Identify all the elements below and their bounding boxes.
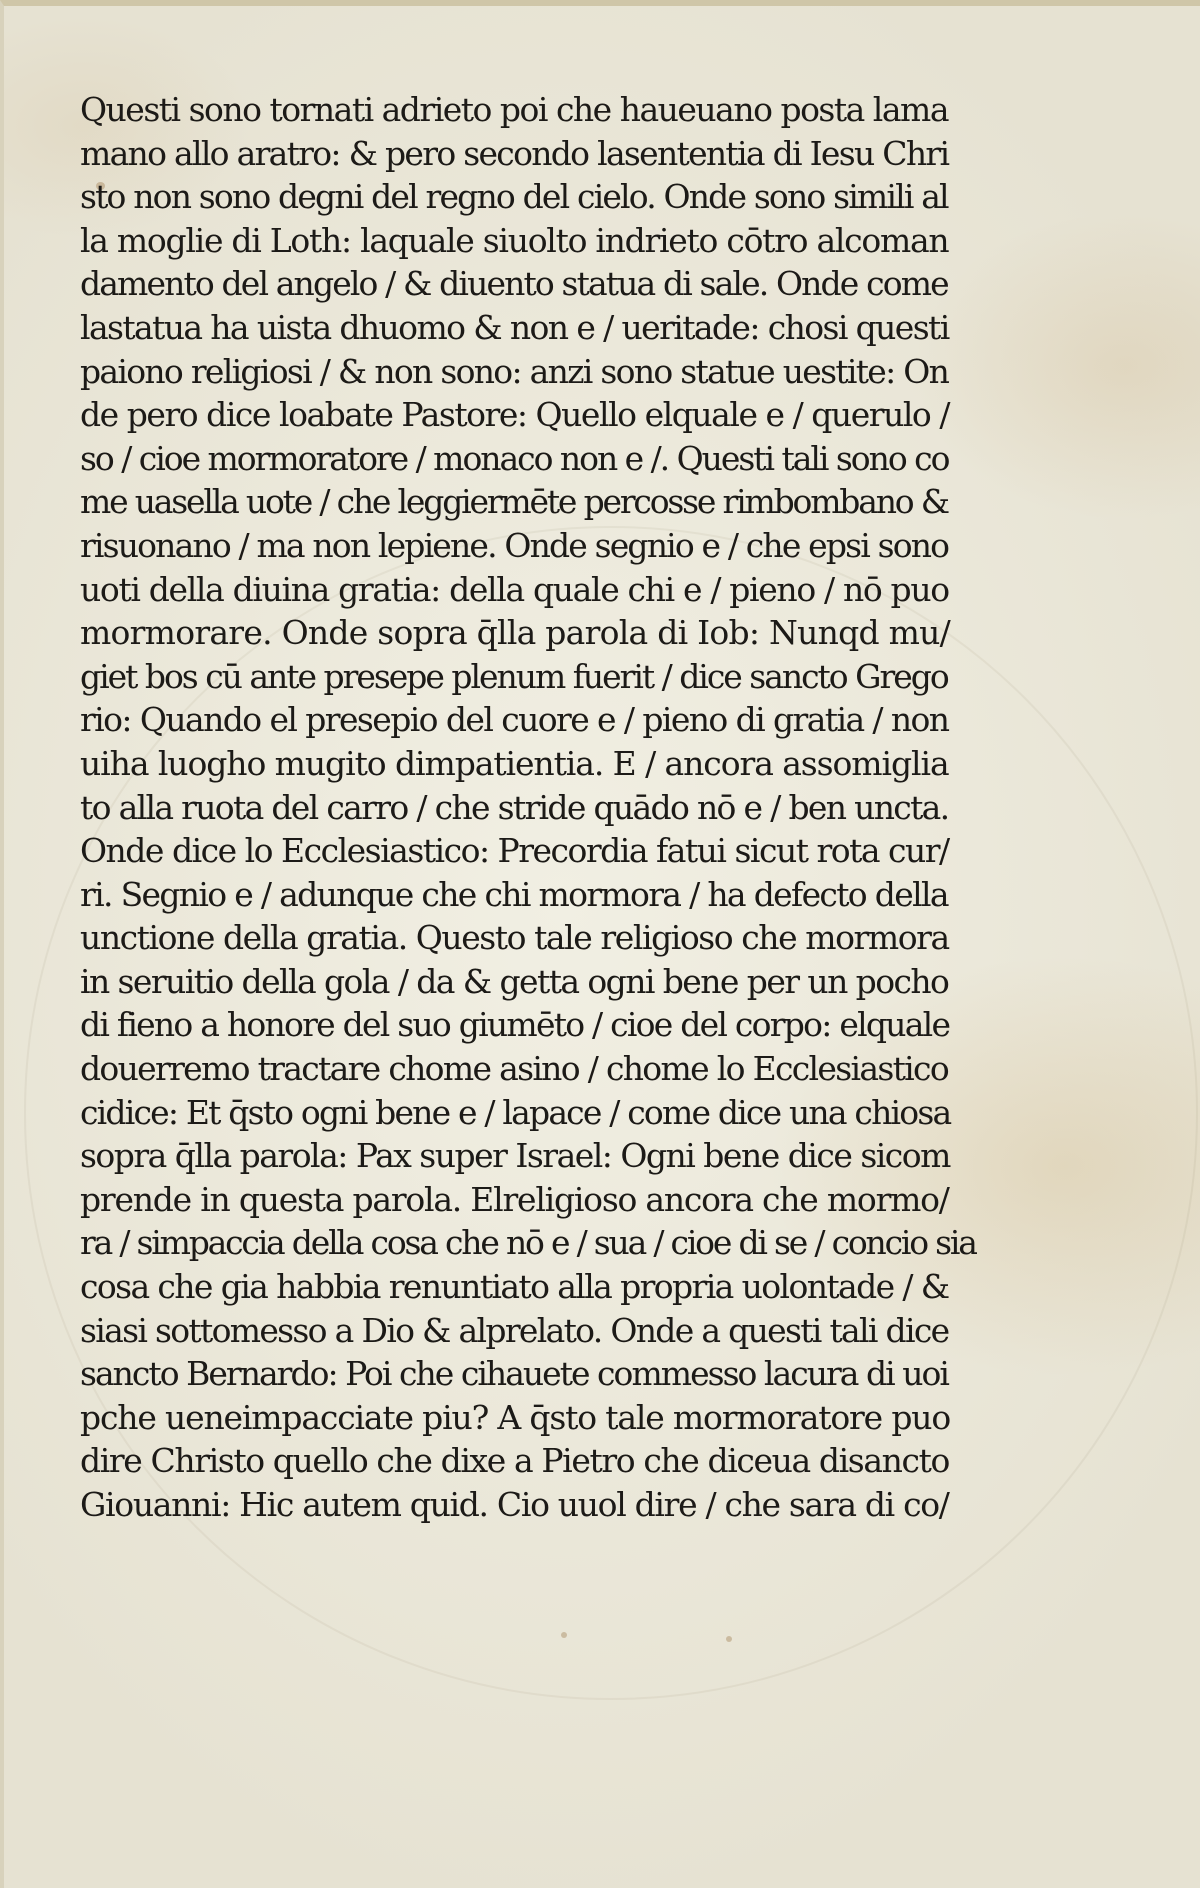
text-line: cosa che gia habbia renuntiato alla propria uolontade / & [80,1267,949,1307]
text-line: siasi sottomesso a Dio & alprelato. Onde a questi tali dice [80,1310,949,1350]
text-line: prende in questa parola. Elreligioso ancora che mormo/ [80,1179,949,1219]
text-line: uoti della diuina gratia: della quale chi e / pieno / nō puo [80,569,949,609]
text-line: so / cioe mormoratore / monaco non e /. Questi tali sono co [80,438,949,478]
text-line: dire Christo quello che dixe a Pietro che diceua disancto [80,1441,949,1481]
text-line: Onde dice lo Ecclesiastico: Precordia fatui sicut rota cur/ [80,831,949,871]
text-line: sto non sono degni del regno del cielo. Onde sono simili al [80,177,948,217]
text-line: to alla ruota del carro / che stride quādo nō e / ben uncta. [80,787,949,827]
text-line: unctione della gratia. Questo tale religioso che mormora [80,918,949,958]
text-line: de pero dice loabate Pastore: Quello elquale e / querulo / [80,395,950,435]
text-line: sancto Bernardo: Poi che cihauete commesso lacura di uoi [80,1354,948,1394]
page-text [80,88,976,1527]
text-line: ri. Segnio e / adunque che chi mormora / ha defecto della [80,874,948,914]
text-line: me uasella uote / che leggiermēte percosse rimbombano & [80,482,948,522]
text-line: sopra q̄lla parola: Pax super Israel: Ogni bene dice sicom [80,1136,950,1176]
text-line: mano allo aratro: & pero secondo lasententia di Iesu Chri [80,133,949,173]
text-line: mormorare. Onde sopra q̄lla parola di Iob: Nunqd mu/ [80,613,951,653]
text-line: lastatua ha uista dhuomo & non e / ueritade: chosi questi [80,307,949,347]
text-line: douerremo tractare chome asino / chome lo Ecclesiastico [80,1049,948,1089]
text-line: pche ueneimpacciate piu? A q̄sto tale mormoratore puo [80,1397,951,1437]
text-line: Giouanni: Hic autem quid. Cio uuol dire / che sara di co/ [80,1485,949,1524]
text-line: rio: Quando el presepio del cuore e / pieno di gratia / non [80,700,949,740]
text-line: di fieno a honore del suo giumēto / cioe del corpo: elquale [80,1005,950,1045]
ink-spot [561,1632,567,1638]
text-line: risuonano / ma non lepiene. Onde segnio e / che epsi sono [80,525,949,565]
text-line: cidice: Et q̄sto ogni bene e / lapace / come dice una chiosa [80,1092,951,1132]
text-line: Questi sono tornati adrieto poi che haueuano posta lama [80,90,948,129]
text-line: uiha luogho mugito dimpatientia. E / ancora assomiglia [80,743,949,783]
text-line: damento del angelo / & diuento statua di sale. Onde come [80,264,948,304]
text-line: in seruitio della gola / da & getta ogni bene per un pocho [80,961,949,1001]
text-line: la moglie di Loth: laquale siuolto indrieto cōtro alcoman [80,220,949,260]
text-line: giet bos cū ante presepe plenum fuerit / dice sancto Grego [80,656,948,696]
text-line: ra / simpaccia della cosa che nō e / sua / cioe di se / concio sia [80,1223,976,1263]
ink-spot [726,1636,732,1642]
text-line: paiono religiosi / & non sono: anzi sono statue uestite: On [80,351,949,391]
